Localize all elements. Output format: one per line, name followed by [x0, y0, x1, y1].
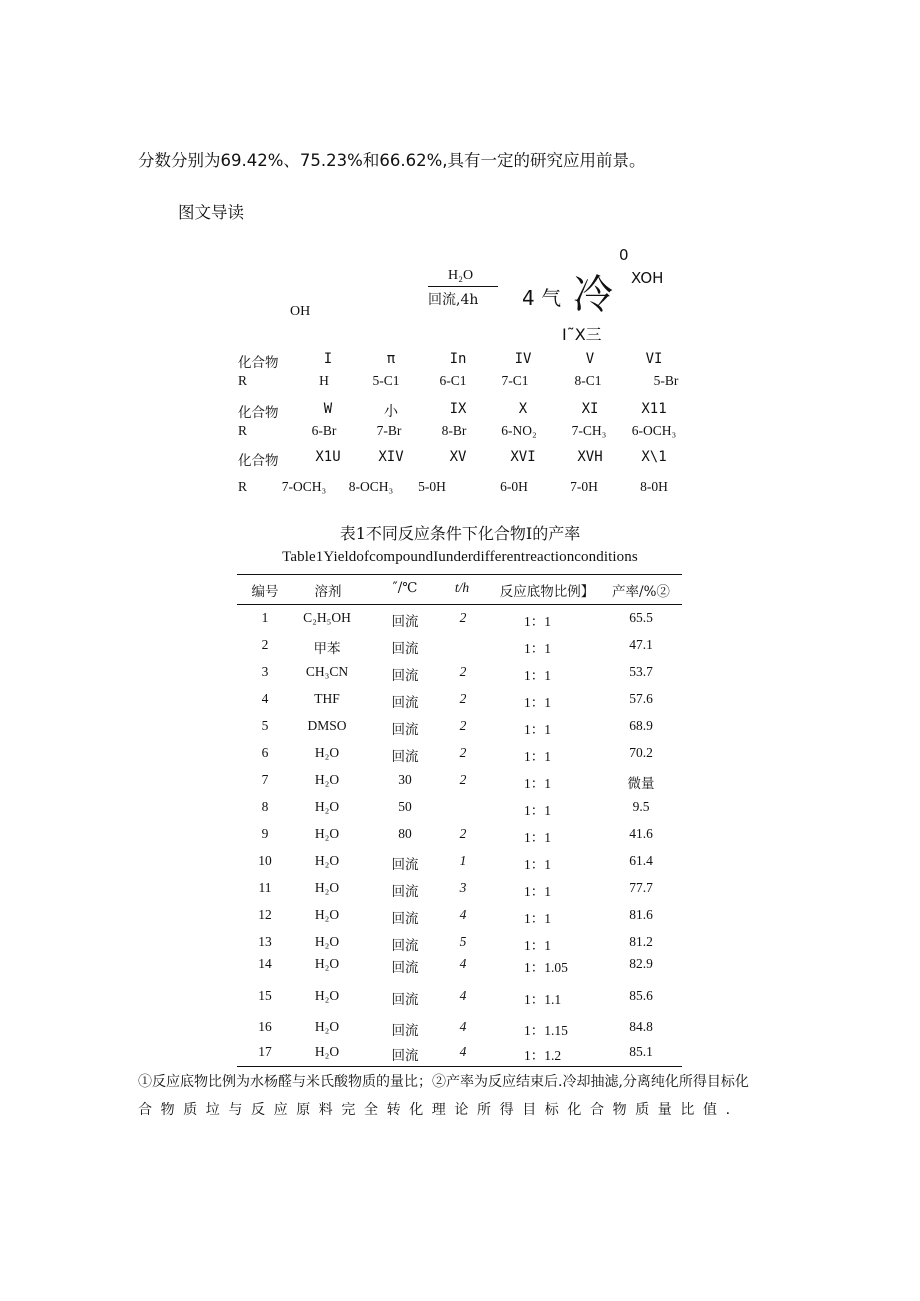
cell-solvent: H₂O — [314, 1019, 340, 1034]
compound-id: IV — [514, 351, 532, 367]
cell-ratio: 1：1 — [524, 911, 551, 926]
cell-solvent: 甲苯 — [313, 641, 341, 657]
cell-temp: 回流 — [391, 695, 419, 711]
cell-solvent: H₂O — [314, 934, 340, 949]
col-header-solvent: 溶剂 — [314, 584, 342, 600]
cell-yield: 81.6 — [629, 907, 653, 922]
cell-no: 5 — [261, 718, 269, 733]
cell-ratio: 1：1 — [524, 641, 551, 656]
cell-ratio: 1：1 — [524, 722, 551, 737]
cell-ratio: 1：1 — [524, 803, 551, 818]
cell-time: 2 — [459, 745, 467, 760]
compound-id: XV — [449, 449, 467, 465]
cell-solvent: H₂O — [314, 772, 340, 787]
compound-id: XI — [581, 401, 599, 417]
scheme-product-prefix: 4 气 — [522, 286, 562, 310]
cell-temp: 回流 — [391, 1023, 419, 1039]
cell-time: 2 — [459, 664, 467, 679]
table-caption-en: Table1YieldofcompoundIunderdifferentreactionconditions — [282, 549, 638, 565]
col-header-ratio: 反应底物比例】 — [499, 584, 595, 600]
cell-ratio: 1：1 — [524, 884, 551, 899]
col-header-temp: ″/℃ — [392, 580, 418, 596]
cell-no: 1 — [261, 610, 269, 625]
substituent-value: 6-Br — [311, 423, 337, 438]
cell-no: 3 — [261, 664, 269, 679]
cell-time: 2 — [459, 691, 467, 706]
cell-temp: 50 — [398, 799, 412, 814]
col-header-time: t/h — [454, 580, 470, 595]
substituent-value: H — [319, 373, 329, 388]
scheme-product-o: 0 — [619, 246, 629, 264]
substituent-value: 8-0H — [640, 479, 668, 494]
scheme-product-xoh: XOH — [631, 269, 664, 287]
cell-yield: 微量 — [627, 776, 655, 792]
cell-no: 17 — [258, 1044, 272, 1059]
cell-ratio: 1：1 — [524, 776, 551, 791]
cell-ratio: 1：1.15 — [524, 1023, 568, 1038]
substituent-value: 7-C1 — [501, 373, 529, 388]
cell-solvent: H₂O — [314, 956, 340, 971]
compound-head-label: 化合物 — [238, 405, 279, 421]
cell-time: 4 — [459, 907, 467, 922]
compound-id: 小 — [384, 404, 398, 420]
substituent-value: 6-NO₂ — [501, 423, 537, 438]
cell-yield: 41.6 — [629, 826, 653, 841]
substituent-value: 8-OCH₃ — [348, 479, 394, 494]
cell-no: 9 — [261, 826, 269, 841]
cell-temp: 回流 — [391, 641, 419, 657]
cell-ratio: 1：1 — [524, 668, 551, 683]
cell-temp: 回流 — [391, 614, 419, 630]
cell-solvent: H₂O — [314, 880, 340, 895]
cell-yield: 82.9 — [629, 956, 653, 971]
col-header-no: 编号 — [251, 584, 279, 600]
cell-temp: 回流 — [391, 911, 419, 927]
cell-ratio: 1：1 — [524, 614, 551, 629]
compound-id: XVH — [577, 449, 603, 465]
cell-solvent: THF — [314, 691, 340, 706]
cell-temp: 回流 — [391, 722, 419, 738]
table-top-rule — [237, 574, 682, 575]
cell-time: 3 — [459, 880, 467, 895]
cell-yield: 53.7 — [629, 664, 653, 679]
substituent-value: 7-0H — [570, 479, 598, 494]
cell-time: 4 — [459, 956, 467, 971]
cell-no: 13 — [258, 934, 272, 949]
cell-solvent: H₂O — [314, 826, 340, 841]
compound-id: VI — [645, 351, 663, 367]
cell-no: 8 — [261, 799, 269, 814]
substituent-row-label: R — [238, 479, 248, 494]
cell-ratio: 1：1.05 — [524, 960, 568, 975]
cell-solvent: H₂O — [314, 907, 340, 922]
cell-yield: 85.6 — [629, 988, 653, 1003]
substituent-value: 7-CH₃ — [571, 423, 607, 438]
substituent-row-label: R — [238, 423, 248, 438]
scheme-reagent-top: H₂O — [448, 268, 474, 283]
cell-yield: 77.7 — [629, 880, 653, 895]
compound-id: V — [585, 351, 595, 367]
cell-temp: 回流 — [391, 884, 419, 900]
reaction-arrow-line — [428, 286, 498, 287]
cell-yield: 57.6 — [629, 691, 653, 706]
cell-solvent: DMSO — [307, 718, 347, 733]
cell-temp: 80 — [398, 826, 412, 841]
cell-time: 1 — [459, 853, 467, 868]
table-caption-zh: 表1不同反应条件下化合物I的产率 — [339, 524, 581, 543]
substituent-value: 6-0H — [500, 479, 528, 494]
substituent-value: 7-Br — [376, 423, 402, 438]
cell-temp: 回流 — [391, 857, 419, 873]
cell-yield: 81.2 — [629, 934, 653, 949]
cell-ratio: 1：1 — [524, 830, 551, 845]
cell-time: 4 — [459, 1044, 467, 1059]
compound-id: π — [386, 351, 396, 367]
cell-solvent: C₂H₅OH — [303, 610, 351, 625]
compound-id: X11 — [641, 401, 667, 417]
substituent-value: 8-Br — [441, 423, 467, 438]
cell-temp: 回流 — [391, 668, 419, 684]
substituent-value: 5-C1 — [372, 373, 400, 388]
cell-time: 5 — [459, 934, 467, 949]
cell-yield: 9.5 — [632, 799, 650, 814]
cell-no: 11 — [258, 880, 272, 895]
substituent-value: 6-C1 — [439, 373, 467, 388]
cell-no: 6 — [261, 745, 269, 760]
compound-id: X — [518, 401, 528, 417]
compound-id: XVI — [510, 449, 536, 465]
footnote-line-1: ①反应底物比例为水杨醛与米氏酸物质的量比；②产率为反应结束后.冷却抽滤,分离纯化所得目标化 — [138, 1074, 749, 1090]
compound-head-label: 化合物 — [238, 355, 279, 371]
cell-no: 4 — [261, 691, 269, 706]
cell-temp: 回流 — [391, 749, 419, 765]
compound-id: W — [323, 401, 333, 417]
cell-ratio: 1：1 — [524, 857, 551, 872]
cell-time: 4 — [459, 988, 467, 1003]
cell-ratio: 1：1.2 — [524, 1048, 562, 1063]
cell-solvent: H₂O — [314, 988, 340, 1003]
footnote-line-2: 合物质垃与反应原料完全转化理论所得目标化合物质量比值. — [138, 1102, 739, 1118]
scheme-left-group: OH — [290, 304, 311, 319]
cell-yield: 47.1 — [629, 637, 653, 652]
cell-no: 10 — [258, 853, 272, 868]
cell-time: 2 — [459, 826, 467, 841]
cell-time: 2 — [459, 718, 467, 733]
substituent-value: 8-C1 — [574, 373, 602, 388]
cell-no: 15 — [258, 988, 272, 1003]
cell-yield: 61.4 — [629, 853, 653, 868]
cell-solvent: CH₃CN — [305, 664, 349, 679]
cell-temp: 回流 — [391, 1048, 419, 1064]
cell-time: 2 — [459, 610, 467, 625]
compound-id: In — [449, 351, 467, 367]
section-title: 图文导读 — [178, 203, 244, 222]
cell-temp: 回流 — [391, 992, 419, 1008]
compound-id: X\1 — [641, 449, 667, 465]
cell-no: 12 — [258, 907, 272, 922]
substituent-value: 6-OCH₃ — [631, 423, 677, 438]
cell-solvent: H₂O — [314, 1044, 340, 1059]
cell-no: 2 — [261, 637, 269, 652]
substituent-row-label: R — [238, 373, 248, 388]
cell-yield: 84.8 — [629, 1019, 653, 1034]
cell-yield: 70.2 — [629, 745, 653, 760]
cell-ratio: 1：1 — [524, 695, 551, 710]
cell-yield: 85.1 — [629, 1044, 653, 1059]
scheme-product-label: I˜X三 — [562, 325, 602, 344]
scheme-reagent-bottom: 回流,4h — [428, 292, 479, 308]
cell-ratio: 1：1.1 — [524, 992, 562, 1007]
cell-time: 4 — [459, 1019, 467, 1034]
cell-solvent: H₂O — [314, 745, 340, 760]
cell-time: 2 — [459, 772, 467, 787]
scheme-product-glyph: 冷 — [573, 272, 613, 318]
compound-id: IX — [449, 401, 467, 417]
substituent-value: 5-0H — [418, 479, 446, 494]
table-bottom-rule — [237, 1066, 682, 1067]
cell-temp: 回流 — [391, 960, 419, 976]
compound-head-label: 化合物 — [238, 453, 279, 469]
cell-no: 14 — [258, 956, 272, 971]
cell-ratio: 1：1 — [524, 749, 551, 764]
substituent-value: 5-Br — [653, 373, 679, 388]
cell-yield: 68.9 — [629, 718, 653, 733]
cell-yield: 65.5 — [629, 610, 653, 625]
cell-temp: 回流 — [391, 938, 419, 954]
compound-id: XIV — [378, 449, 404, 465]
compound-id: X1U — [315, 449, 341, 465]
compound-id: I — [323, 351, 333, 367]
cell-temp: 30 — [398, 772, 412, 787]
cell-solvent: H₂O — [314, 853, 340, 868]
substituent-value: 7-OCH₃ — [281, 479, 327, 494]
cell-no: 7 — [261, 772, 269, 787]
intro-paragraph: 分数分别为69.42%、75.23%和66.62%,具有一定的研究应用前景。 — [138, 151, 646, 170]
col-header-yield: 产率/%② — [612, 584, 670, 600]
cell-no: 16 — [258, 1019, 272, 1034]
cell-ratio: 1：1 — [524, 938, 551, 953]
table-header-rule — [237, 604, 682, 605]
cell-solvent: H₂O — [314, 799, 340, 814]
